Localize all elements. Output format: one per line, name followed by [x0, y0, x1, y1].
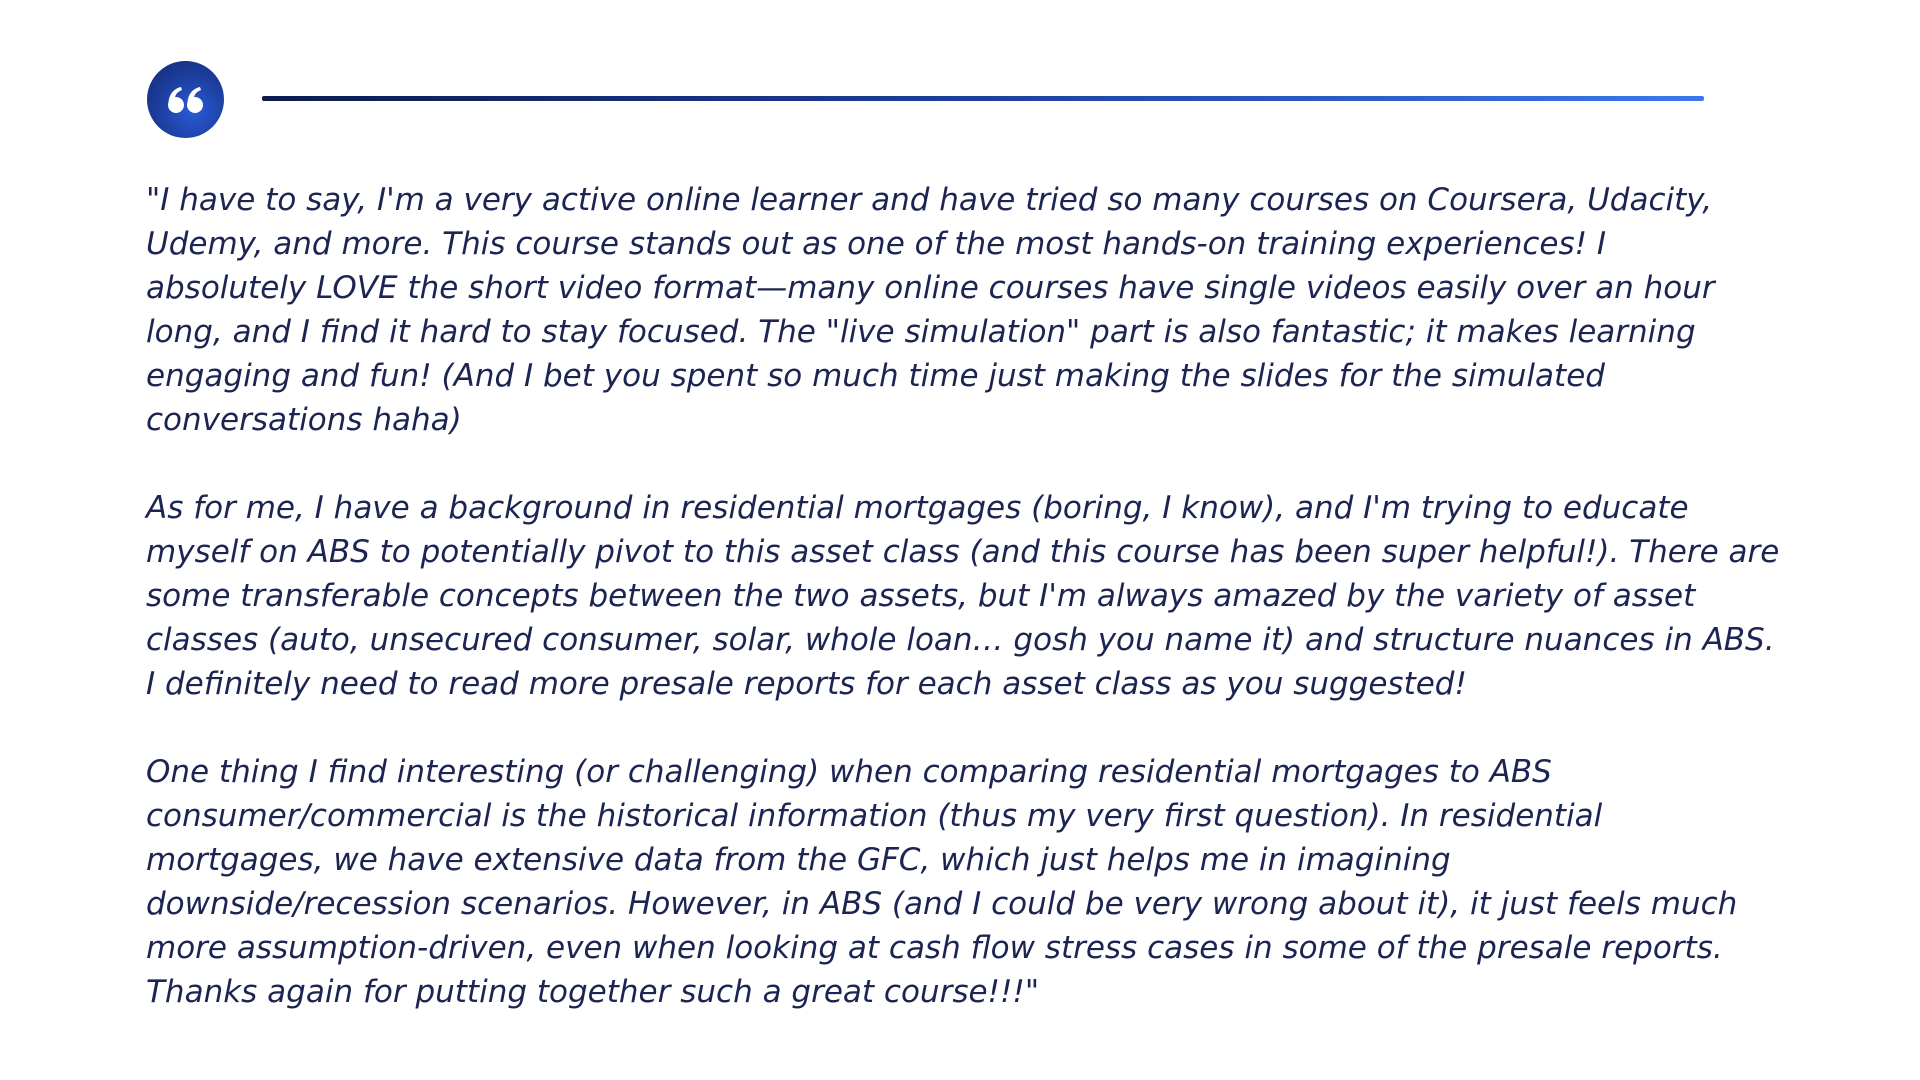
testimonial-paragraph-1: "I have to say, I'm a very active online learner and have tried so many courses on Coursera, Udacity, Udemy, and more. This course stands out as one of the most hands-on training experiences! I absolutely LOVE the short video format—many online courses have single videos easily over an hour long, and I find it hard to stay focused. The "live simulation" part is also fantastic; it makes learning engaging and fun! (And I bet you spent so much time just making the slides for the simulated conversations haha): [146, 182, 1715, 438]
quote-badge: [147, 61, 224, 138]
testimonial-paragraph-2: As for me, I have a background in residential mortgages (boring, I know), and I'm trying to educate myself on ABS to potentially pivot to this asset class (and this course has been super helpful!). There are some transferable concepts between the two assets, but I'm always amazed by the variety of asset classes (auto, unsecured consumer, solar, whole loan… gosh you name it) and structure nuances in ABS. I definitely need to read more presale reports for each asset class as you suggested!: [146, 490, 1780, 702]
quote-mark-icon: [166, 85, 206, 115]
testimonial-paragraph-3: One thing I find interesting (or challenging) when comparing residential mortgages to ABS consumer/commercial is the historical information (thus my very first question). In residential mortgages, we have extensive data from the GFC, which just helps me in imagining downside/recession scenarios. However, in ABS (and I could be very wrong about it), it just feels much more assumption-driven, even when looking at cash flow stress cases in some of the presale reports. Thanks again for putting together such a great course!!!": [146, 754, 1738, 1010]
header-divider: [262, 96, 1704, 101]
testimonial-text: [146, 178, 1826, 1014]
